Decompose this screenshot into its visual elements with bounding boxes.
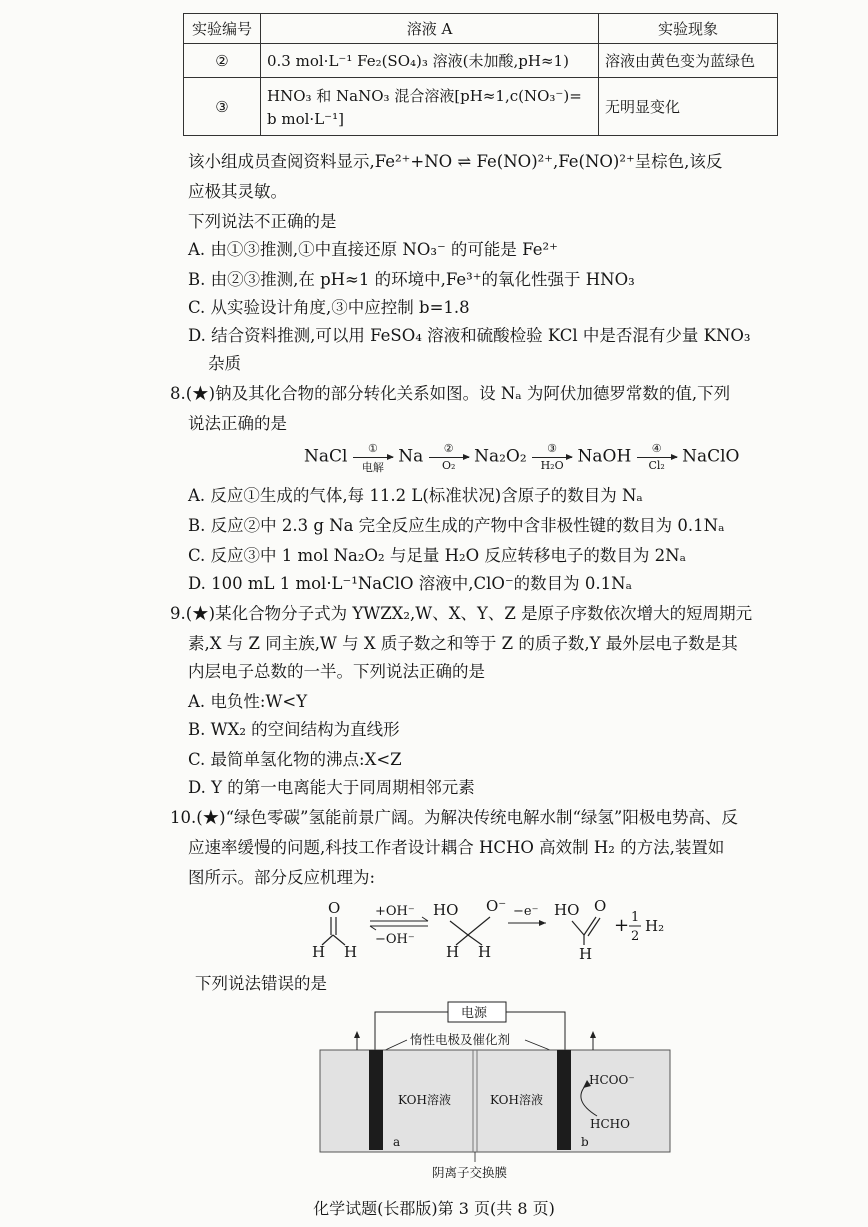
atom-label: H [446,943,460,961]
q9-option-a: A. 电负性:W<Y [188,692,308,711]
eq-label-bottom: −OH⁻ [375,932,415,947]
arrow-label: ③ [547,442,558,455]
table-cell-line: b mol·L⁻¹] [267,110,344,128]
left-solution-label: KOH溶液 [398,1093,451,1107]
arrow-label: −e⁻ [513,904,539,919]
table-header: 实验现象 [599,14,778,44]
q9-option-b: B. WX₂ 的空间结构为直线形 [188,720,400,739]
q9-stem: 素,X 与 Z 同主族,W 与 X 质子数之和等于 Z 的质子数,Y 最外层电子数是其 [188,634,738,653]
atom-label: O⁻ [486,897,507,915]
electrolysis-device [315,1000,680,1190]
table-cell: ③ [184,78,261,136]
table-header: 实验编号 [184,14,261,44]
table-header: 溶液 A [261,14,599,44]
arrow-label: Cl₂ [648,459,665,472]
q9-stem: 内层电子总数的一半。下列说法正确的是 [188,662,485,681]
atom-label: H [344,943,358,961]
atom-label: HO [433,901,459,919]
table-cell: 溶液由黄色变为蓝绿色 [599,44,778,78]
arrow-label: ④ [651,442,662,455]
species: NaCl [304,446,348,467]
electrode-a [369,1050,383,1150]
reaction-arrow [353,442,393,472]
reaction-arrow [532,442,572,472]
q8-reaction-chain [304,442,740,472]
q7-option-c: C. 从实验设计角度,③中应控制 b=1.8 [188,298,470,317]
electrode-b [557,1050,571,1150]
fraction-denominator: 2 [631,929,640,944]
table-header-row [184,14,778,44]
hcoo-label: HCOO⁻ [589,1073,635,1087]
table-cell: 0.3 mol·L⁻¹ Fe₂(SO₄)₃ 溶液(未加酸,pH≈1) [261,44,599,78]
hydrogen-label: H₂ [645,917,665,935]
q7-option-b: B. 由②③推测,在 pH≈1 的环境中,Fe³⁺的氧化性强于 HNO₃ [188,270,635,289]
table-cell: ② [184,44,261,78]
atom-label: H [579,945,593,963]
electrode-label: 惰性电极及催化剂 [410,1032,511,1047]
table-cell-line: HNO₃ 和 NaNO₃ 混合溶液[pH≈1,c(NO₃⁻)= [267,87,582,105]
electrode-b-label: b [581,1135,589,1149]
atom-label: H [478,943,492,961]
q7-option-a: A. 由①③推测,①中直接还原 NO₃⁻ 的可能是 Fe²⁺ [188,240,558,259]
experiment-table [183,13,778,136]
plus-sign: + [614,915,630,936]
electrode-a-label: a [393,1135,401,1149]
q10-mechanism [300,893,680,963]
q8-option-a: A. 反应①生成的气体,每 11.2 L(标准状况)含原子的数目为 Nₐ [188,486,643,505]
right-solution-label: KOH溶液 [490,1093,543,1107]
power-supply-label: 电源 [461,1006,488,1021]
hcho-label: HCHO [590,1117,630,1131]
q8-stem: 8.(★)钠及其化合物的部分转化关系如图。设 Nₐ 为阿伏加德罗常数的值,下列 [170,384,731,403]
arrow-label: ① [367,442,378,455]
table-row [184,44,778,78]
q7-info-line: 应极其灵敏。 [188,182,287,201]
q8-stem: 说法正确的是 [188,414,287,433]
q8-option-b: B. 反应②中 2.3 g Na 完全反应生成的产物中含非极性键的数目为 0.1Nₐ [188,516,725,535]
q10-stem: 图所示。部分反应机理为: [188,868,376,887]
reaction-arrow [429,442,469,472]
q9-option-d: D. Y 的第一电离能大于同周期相邻元素 [188,778,475,797]
atom-label: O [594,897,607,915]
arrow-label: ② [443,442,454,455]
q7-info-line: 该小组成员查阅资料显示,Fe²⁺+NO ⇌ Fe(NO)²⁺,Fe(NO)²⁺呈棕色,该反 [188,152,723,171]
eq-label-top: +OH⁻ [375,904,415,919]
species: Na₂O₂ [474,446,527,467]
table-cell: 无明显变化 [599,78,778,136]
q7-stem: 下列说法不正确的是 [188,212,337,231]
atom-label: O [328,899,341,917]
arrow-label: H₂O [540,459,564,472]
species: NaOH [577,446,632,467]
membrane-label: 阴离子交换膜 [432,1165,508,1180]
q7-option-d-cont: 杂质 [208,354,241,373]
arrow-label: O₂ [441,459,456,472]
atom-label: HO [554,901,580,919]
species: Na [398,446,424,467]
species: NaClO [682,446,740,467]
page-footer: 化学试题(长郡版)第 3 页(共 8 页) [313,1199,555,1218]
q10-stem: 下列说法错误的是 [195,974,327,993]
arrow-label: 电解 [361,461,384,474]
q9-stem: 9.(★)某化合物分子式为 YWZX₂,W、X、Y、Z 是原子序数依次增大的短周期元 [170,604,753,623]
q10-stem: 应速率缓慢的问题,科技工作者设计耦合 HCHO 高效制 H₂ 的方法,装置如 [188,838,725,857]
table-row [184,78,778,136]
q7-option-d: D. 结合资料推测,可以用 FeSO₄ 溶液和硫酸检验 KCl 中是否混有少量 KNO₃ [188,326,751,345]
atom-label: H [312,943,326,961]
table-cell [261,78,599,136]
fraction-numerator: 1 [631,910,640,925]
reaction-arrow [637,442,677,472]
q8-option-d: D. 100 mL 1 mol·L⁻¹NaClO 溶液中,ClO⁻的数目为 0.1Nₐ [188,574,632,593]
q9-option-c: C. 最简单氢化物的沸点:X<Z [188,750,402,769]
q8-option-c: C. 反应③中 1 mol Na₂O₂ 与足量 H₂O 反应转移电子的数目为 2Nₐ [188,546,686,565]
q10-stem: 10.(★)“绿色零碳”氢能前景广阔。为解决传统电解水制“绿氢”阳极电势高、反 [170,808,738,827]
